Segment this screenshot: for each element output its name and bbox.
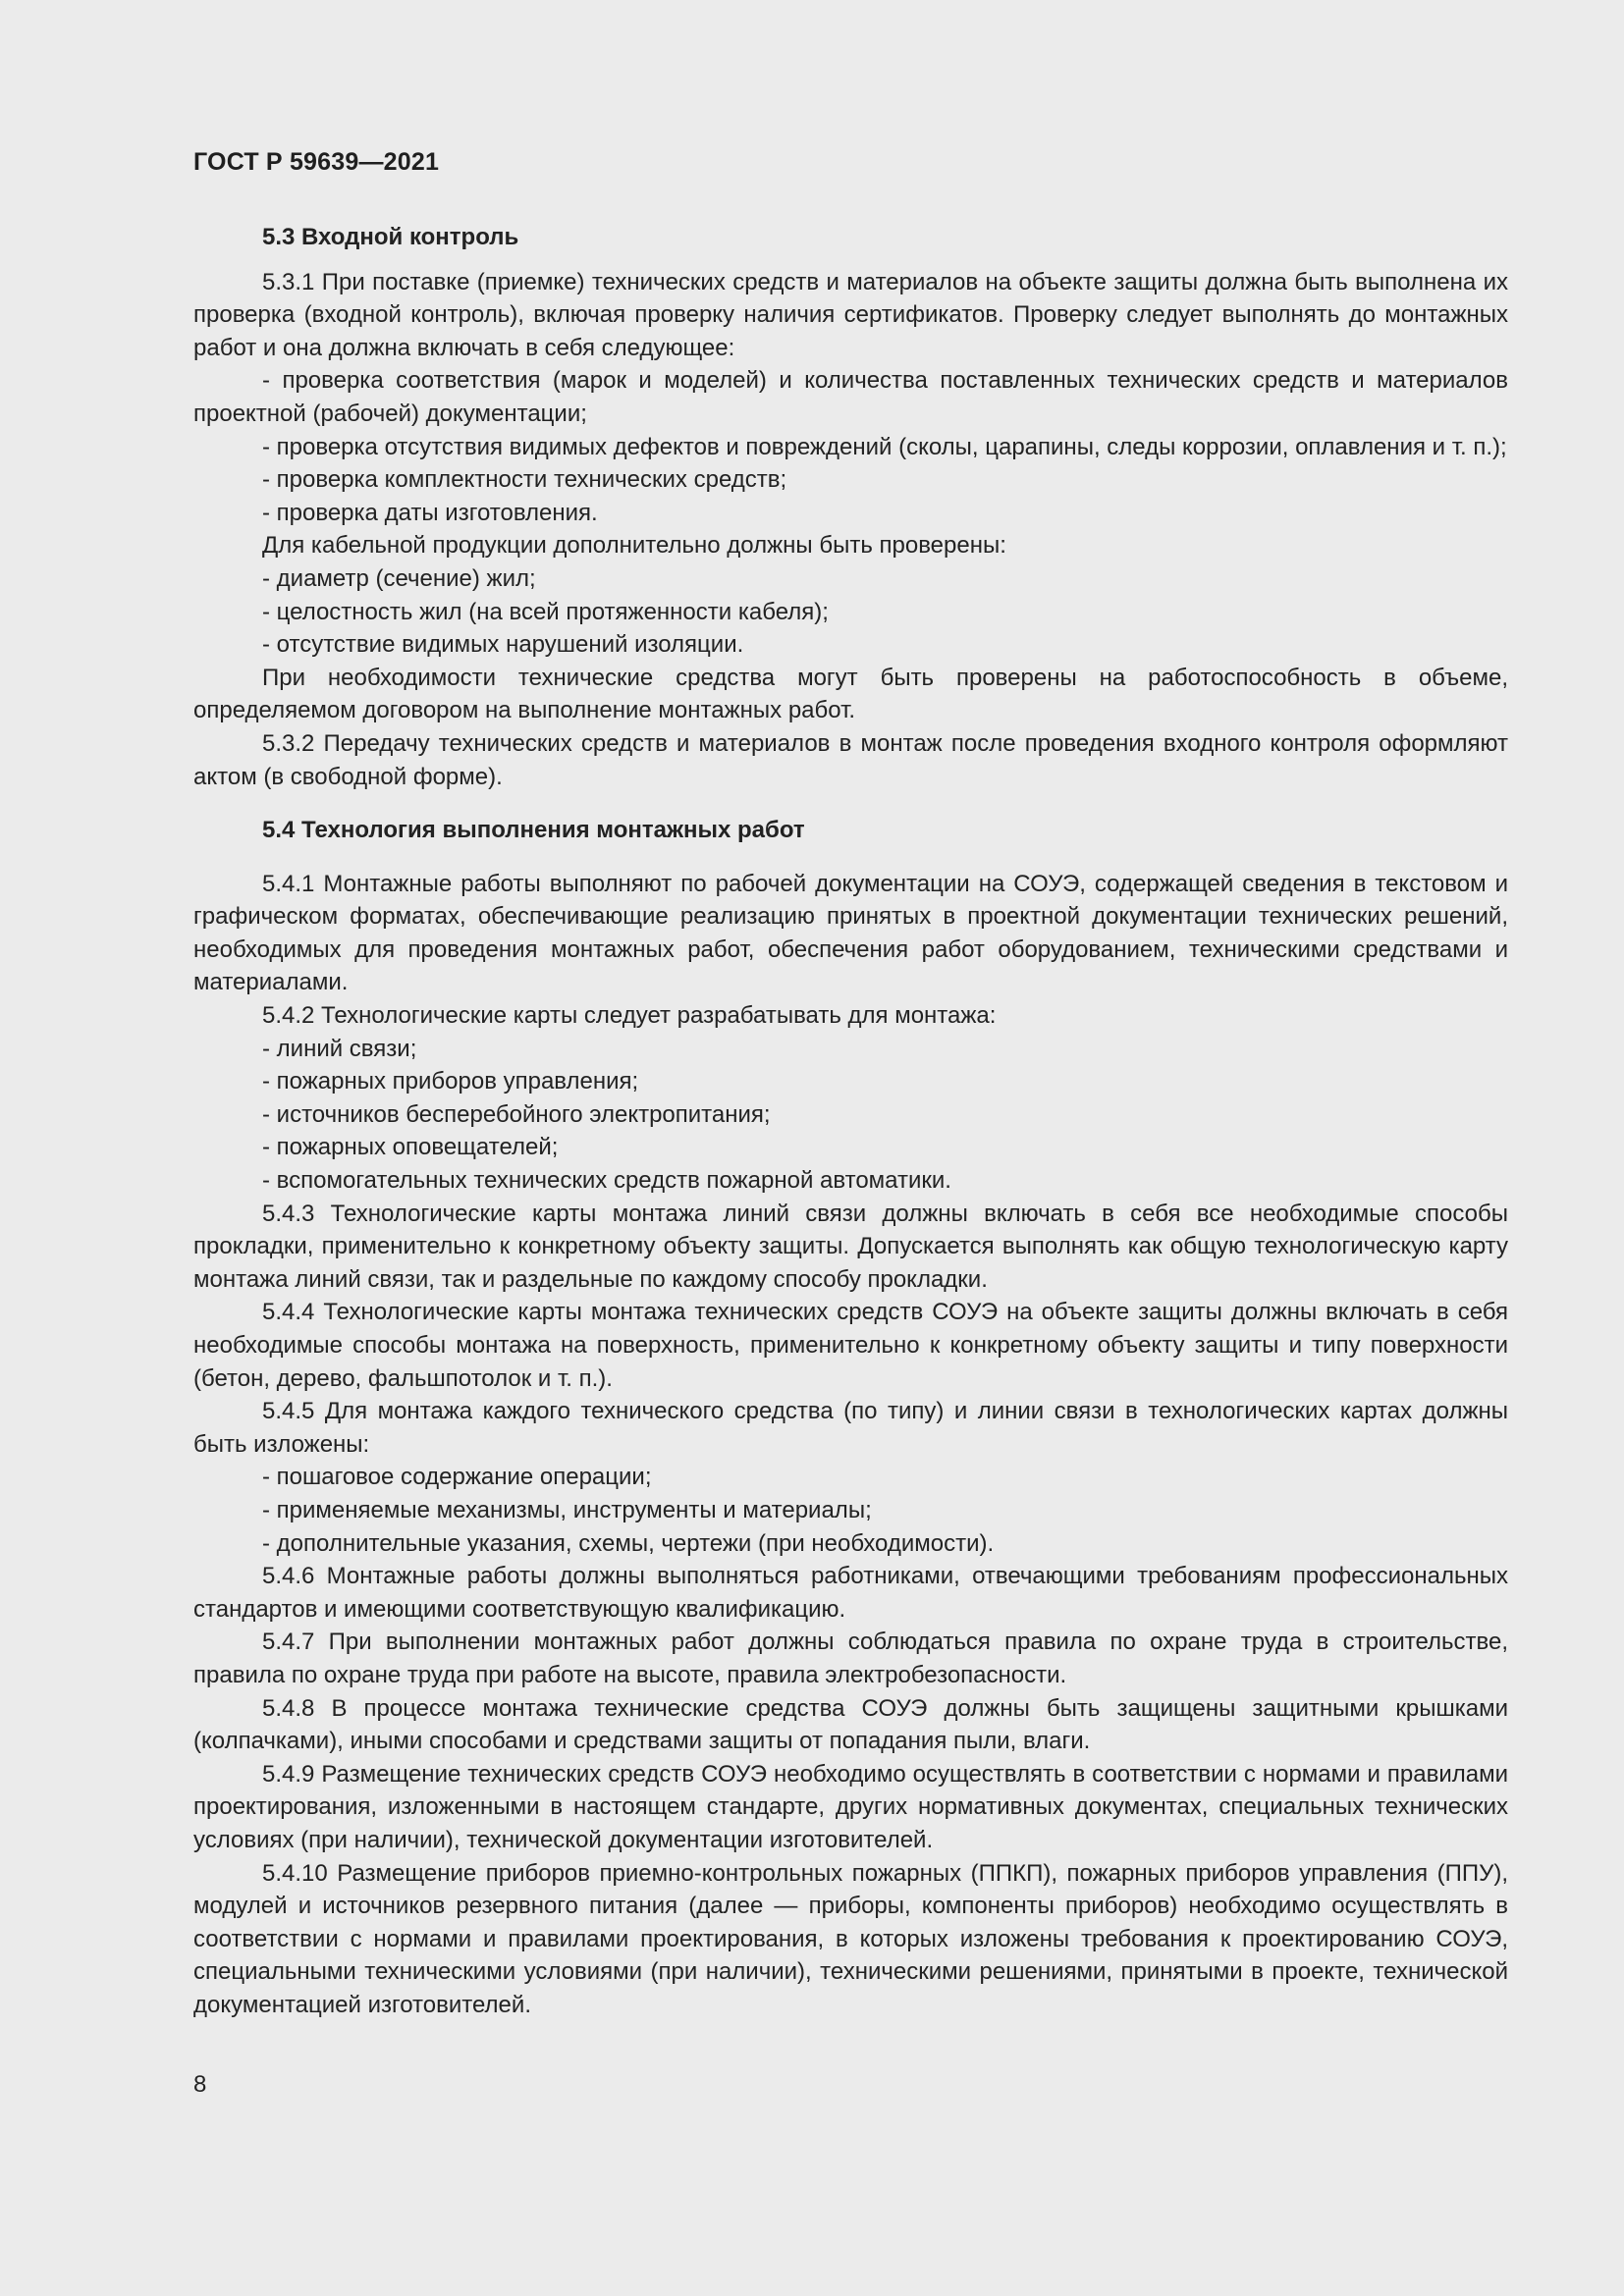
document-body: [193, 221, 1508, 2021]
paragraph-5-4-6: 5.4.6 Монтажные работы должны выполняться работниками, отвечающими требованиям профессиональных стандартов и имеющими соответствующую квалификацию.: [193, 1563, 1508, 1623]
list-item: - линий связи;: [262, 1035, 417, 1062]
paragraph-5-3-2: 5.3.2 Передачу технических средств и материалов в монтаж после проведения входного контроля оформляют актом (в свободной форме).: [193, 729, 1508, 790]
paragraph-5-4-10: 5.4.10 Размещение приборов приемно-контрольных пожарных (ППКП), пожарных приборов управления (ППУ), модулей и источников резервного питания (далее — приборы, компоненты приборов) необходимо осуществлять в соответствии с нормами и правилами проектирования, в которых изложены требования к проектированию СОУЭ, специальными техническими условиями (при наличии), техническими решениями, принятыми в проекте, технической документацией изготовителей.: [193, 1859, 1508, 2018]
list-item: - проверка отсутствия видимых дефектов и повреждений (сколы, царапины, следы коррозии, оплавления и т. п.);: [262, 433, 1507, 460]
paragraph-5-4-2: 5.4.2 Технологические карты следует разрабатывать для монтажа:: [262, 1002, 997, 1030]
paragraph-5-4-3: 5.4.3 Технологические карты монтажа линий связи должны включать в себя все необходимые способы прокладки, применительно к конкретному объекту защиты. Допускается выполнять как общую технологическую карту монтажа линий связи, так и раздельные по каждому способу прокладки.: [193, 1200, 1508, 1293]
paragraph-cable-intro: Для кабельной продукции дополнительно должны быть проверены:: [262, 532, 1006, 560]
list-item: - проверка даты изготовления.: [262, 499, 598, 526]
paragraph-5-4-7: 5.4.7 При выполнении монтажных работ должны соблюдаться правила по охране труда в строительстве, правила по охране труда при работе на высоте, правила электробезопасности.: [193, 1629, 1508, 1688]
list-item: - диаметр (сечение) жил;: [262, 564, 536, 592]
paragraph-5-4-9: 5.4.9 Размещение технических средств СОУЭ необходимо осуществлять в соответствии с нормами и правилами проектирования, изложенными в настоящем стандарте, других нормативных документах, специальных технических условиях (при наличии), технической документации изготовителей.: [193, 1760, 1508, 1853]
list-item: - применяемые механизмы, инструменты и материалы;: [262, 1496, 872, 1523]
document-id-header: ГОСТ Р 59639—2021: [193, 148, 440, 176]
paragraph-5-3-1: 5.3.1 При поставке (приемке) технических средств и материалов на объекте защиты должна быть выполнена их проверка (входной контроль), включая проверку наличия сертификатов. Проверку следует выполнять до монтажных работ и она должна включать в себя следующее:: [193, 268, 1508, 361]
list-item: - пожарных оповещателей;: [262, 1134, 559, 1161]
section-5-4-heading: 5.4 Технология выполнения монтажных работ: [262, 817, 805, 844]
list-item: - пожарных приборов управления;: [262, 1068, 639, 1095]
paragraph-5-4-5: 5.4.5 Для монтажа каждого технического средства (по типу) и линии связи в технологических картах должны быть изложены:: [193, 1398, 1508, 1458]
list-item: - дополнительные указания, схемы, чертежи (при необходимости).: [262, 1529, 995, 1557]
paragraph-5-4-4: 5.4.4 Технологические карты монтажа технических средств СОУЭ на объекте защиты должны включать в себя необходимые способы монтажа на поверхность, применительно к конкретному объекту защиты и типу поверхности (бетон, дерево, фальшпотолок и т. п.).: [193, 1299, 1508, 1392]
paragraph-need: При необходимости технические средства могут быть проверены на работоспособность в объеме, определяемом договором на выполнение монтажных работ.: [193, 664, 1508, 724]
list-item: - отсутствие видимых нарушений изоляции.: [262, 631, 744, 659]
list-item: - вспомогательных технических средств пожарной автоматики.: [262, 1167, 951, 1195]
list-item: - источников бесперебойного электропитания;: [262, 1100, 771, 1128]
page-number: 8: [193, 2071, 207, 2098]
list-item: - целостность жил (на всей протяженности кабеля);: [262, 598, 829, 625]
section-5-3-heading: 5.3 Входной контроль: [262, 224, 519, 250]
list-item: - проверка комплектности технических средств;: [262, 466, 787, 494]
paragraph-5-4-1: 5.4.1 Монтажные работы выполняют по рабочей документации на СОУЭ, содержащей сведения в текстовом и графическом форматах, обеспечивающие реализацию принятых в проектной документации технических решений, необходимых для проведения монтажных работ, обеспечения работ оборудованием, техническими средствами и материалами.: [193, 870, 1508, 996]
paragraph-5-4-8: 5.4.8 В процессе монтажа технические средства СОУЭ должны быть защищены защитными крышками (колпачками), иными способами и средствами защиты от попадания пыли, влаги.: [193, 1694, 1508, 1755]
list-item: - пошаговое содержание операции;: [262, 1464, 652, 1491]
list-item: - проверка соответствия (марок и моделей) и количества поставленных технических средств и материалов проектной (рабочей) документации;: [193, 367, 1508, 427]
